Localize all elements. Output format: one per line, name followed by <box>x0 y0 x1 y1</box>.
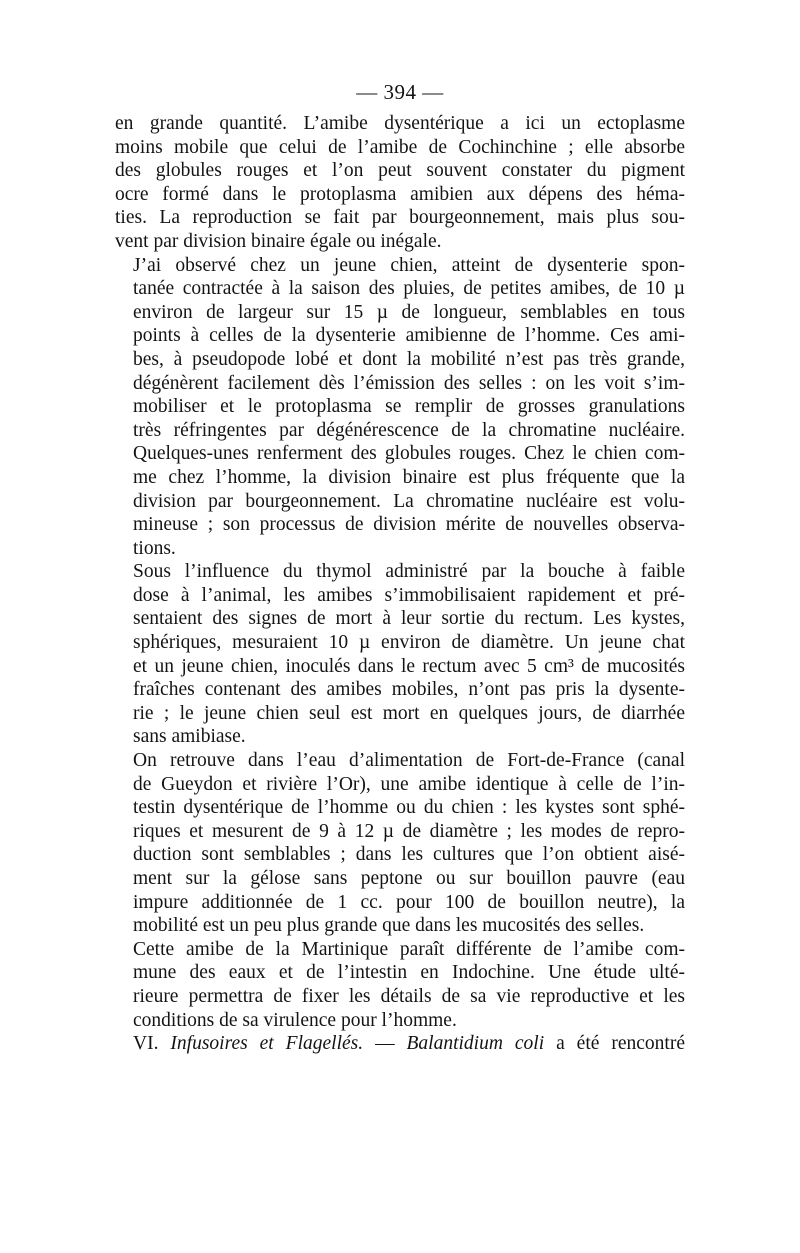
text-line: moins mobile que celui de l’amibe de Cochinchine ; elle absorbe <box>115 136 685 158</box>
text-line: tanée contractée à la saison des pluies, de petites amibes, de 10 µ <box>133 278 685 300</box>
text-line: dose à l’animal, les amibes s’immobilisaient rapidement et pré- <box>133 584 685 606</box>
text-line: duction sont semblables ; dans les cultures que l’on obtient aisé- <box>133 844 685 866</box>
text-line: sentaient des signes de mort à leur sortie du rectum. Les kystes, <box>133 608 685 630</box>
text-line: conditions de sa virulence pour l’homme. <box>133 1009 457 1031</box>
paragraph-jeune-chien <box>115 254 685 561</box>
text-line: Cette amibe de la Martinique paraît différente de l’amibe com- <box>133 938 685 960</box>
section-numeral: VI. <box>133 1033 159 1055</box>
text-line: Quelques-unes renferment des globules rouges. Chez le chien com- <box>133 443 685 465</box>
text-line: riques et mesurent de 9 à 12 µ de diamètre ; les modes de repro- <box>133 820 685 842</box>
text-line: vent par division binaire égale ou inégale. <box>115 230 442 252</box>
text-line: points à celles de la dysenterie amibienne de l’homme. Ces ami- <box>133 325 685 347</box>
paragraph-thymol <box>115 560 685 749</box>
text-line: Sous l’influence du thymol administré par la bouche à faible <box>133 561 685 583</box>
text-line: impure additionnée de 1 cc. pour 100 de bouillon neutre), la <box>133 891 685 913</box>
text-line: mobiliser et le protoplasma se remplir de grosses granulations <box>133 396 685 418</box>
sentence-continuation: a été rencontré <box>556 1033 685 1055</box>
text-line: des globules rouges et l’on peut souvent constater du pigment <box>115 160 685 182</box>
text-line: fraîches contenant des amibes mobiles, n’ont pas pris la dysente- <box>133 679 685 701</box>
text-line: mobilité est un peu plus grande que dans les mucosités des selles. <box>133 915 645 937</box>
text-line: ment sur la gélose sans peptone ou sur bouillon pauvre (eau <box>133 868 685 889</box>
section-heading-line <box>115 1032 685 1056</box>
text-line: sans amibiase. <box>133 726 246 748</box>
paragraph-amibe-dysenterique <box>115 112 685 254</box>
paragraph-fort-de-france <box>115 749 685 938</box>
text-line: environ de largeur sur 15 µ de longueur, semblables en tous <box>133 301 685 323</box>
text-line: et un jeune chien, inoculés dans le rectum avec 5 cm³ de mucosités <box>133 655 685 677</box>
text-line: mineuse ; son processus de division mérite de nouvelles observa- <box>133 514 685 536</box>
section-heading-infusoires <box>115 1032 685 1056</box>
text-line: bes, à pseudopode lobé et dont la mobilité n’est pas très grande, <box>133 348 685 370</box>
text-line: testin dysentérique de l’homme ou du chien : les kystes sont sphé- <box>133 797 685 819</box>
text-line: rieure permettra de fixer les détails de sa vie reproductive et les <box>133 985 685 1007</box>
text-line: rie ; le jeune chien seul est mort en quelques jours, de diarrhée <box>133 702 685 724</box>
text-line: On retrouve dans l’eau d’alimentation de Fort-de-France (canal <box>133 750 685 772</box>
text-line: ties. La reproduction se fait par bourgeonnement, mais plus sou- <box>115 207 685 229</box>
genus-name: Balantidium coli <box>406 1033 545 1055</box>
text-line: en grande quantité. L’amibe dysentérique a ici un ectoplasme <box>115 113 685 134</box>
text-line: me chez l’homme, la division binaire est plus fréquente que la <box>133 466 685 488</box>
text-line: sphériques, mesuraient 10 µ environ de diamètre. Un jeune chat <box>133 632 685 654</box>
text-line: ocre formé dans le protoplasma amibien aux dépens des héma- <box>115 183 685 205</box>
text-line: dégénèrent facilement dès l’émission des selles : on les voit s’im- <box>133 372 685 394</box>
text-line: J’ai observé chez un jeune chien, atteint de dysenterie spon- <box>133 254 685 276</box>
section-title: Infusoires et Flagellés. <box>170 1033 364 1055</box>
text-line: tions. <box>133 537 176 559</box>
text-line: très réfringentes par dégénérescence de la chromatine nucléaire. <box>133 419 685 441</box>
page-number: — 394 — <box>356 80 444 104</box>
text-line: division par bourgeonnement. La chromatine nucléaire est volu- <box>133 490 685 512</box>
text-line: mune des eaux et de l’intestin en Indochine. Une étude ulté- <box>133 962 685 984</box>
em-dash: — <box>375 1033 395 1055</box>
text-line: de Gueydon et rivière l’Or), une amibe identique à celle de l’in- <box>133 773 685 795</box>
body-text <box>115 112 685 1056</box>
paragraph-martinique <box>115 938 685 1032</box>
